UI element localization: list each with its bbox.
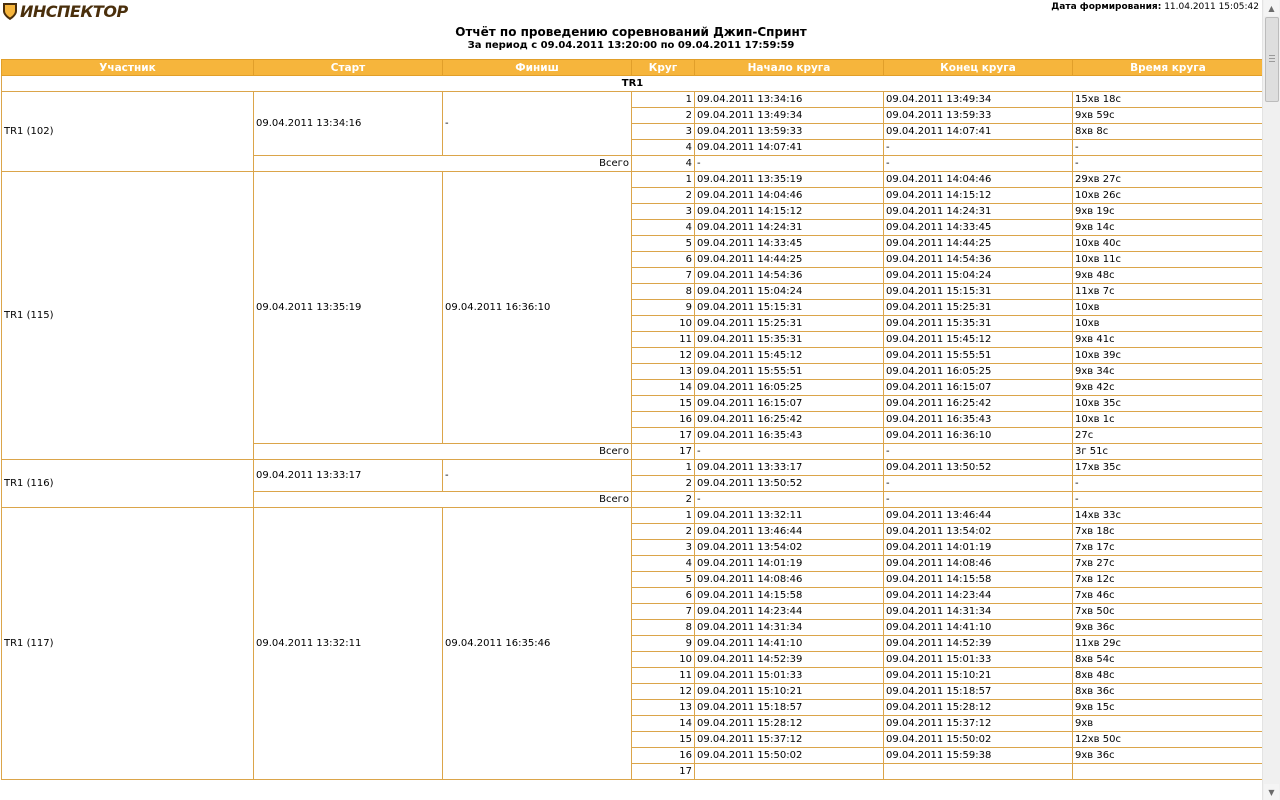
lap-end: 09.04.2011 14:31:34: [884, 604, 1073, 620]
report-table-body: [2, 76, 1264, 780]
lap-number: 11: [632, 332, 695, 348]
lap-end: 09.04.2011 14:54:36: [884, 252, 1073, 268]
participant-start: 09.04.2011 13:33:17: [254, 460, 443, 492]
lap-end: 09.04.2011 15:37:12: [884, 716, 1073, 732]
lap-start: 09.04.2011 15:10:21: [695, 684, 884, 700]
participant-finish: 09.04.2011 16:36:10: [443, 172, 632, 444]
lap-time: 7хв 17с: [1073, 540, 1264, 556]
participant-name: TR1 (102): [2, 92, 254, 172]
page-title: Отчёт по проведению соревнований Джип-Спринт: [455, 25, 807, 39]
lap-time: 10хв: [1073, 316, 1264, 332]
lap-start: 09.04.2011 14:24:31: [695, 220, 884, 236]
lap-number: 2: [632, 108, 695, 124]
lap-start: 09.04.2011 14:23:44: [695, 604, 884, 620]
column-header-start[interactable]: Старт: [254, 60, 443, 76]
lap-end: 09.04.2011 16:36:10: [884, 428, 1073, 444]
lap-end: 09.04.2011 14:52:39: [884, 636, 1073, 652]
report-table-container: [1, 59, 1263, 780]
lap-end: 09.04.2011 14:15:58: [884, 572, 1073, 588]
lap-end: 09.04.2011 15:15:31: [884, 284, 1073, 300]
lap-time: 7хв 18с: [1073, 524, 1264, 540]
lap-number: 6: [632, 588, 695, 604]
total-label: Всего: [254, 492, 632, 508]
participant-start: 09.04.2011 13:32:11: [254, 508, 443, 780]
lap-time: 9хв 36с: [1073, 620, 1264, 636]
column-header-lap-start[interactable]: Начало круга: [695, 60, 884, 76]
lap-number: 6: [632, 252, 695, 268]
report-table: [1, 59, 1264, 780]
lap-end: 09.04.2011 15:10:21: [884, 668, 1073, 684]
total-label: Всего: [254, 156, 632, 172]
lap-start: [695, 764, 884, 780]
lap-time: 11хв 7с: [1073, 284, 1264, 300]
lap-number: 15: [632, 396, 695, 412]
lap-end: 09.04.2011 16:15:07: [884, 380, 1073, 396]
generation-date-label: Дата формирования:: [1051, 2, 1162, 12]
column-header-participant[interactable]: Участник: [2, 60, 254, 76]
total-lap-count: 4: [632, 156, 695, 172]
lap-time: 27с: [1073, 428, 1264, 444]
lap-end: 09.04.2011 14:08:46: [884, 556, 1073, 572]
lap-number: 3: [632, 124, 695, 140]
lap-end: 09.04.2011 14:15:12: [884, 188, 1073, 204]
lap-end: 09.04.2011 15:50:02: [884, 732, 1073, 748]
participant-name: TR1 (116): [2, 460, 254, 508]
lap-start: 09.04.2011 15:01:33: [695, 668, 884, 684]
lap-time: 8хв 36с: [1073, 684, 1264, 700]
lap-start: 09.04.2011 15:45:12: [695, 348, 884, 364]
lap-time: 9хв 34с: [1073, 364, 1264, 380]
lap-start: 09.04.2011 14:33:45: [695, 236, 884, 252]
lap-number: 10: [632, 652, 695, 668]
lap-number: 3: [632, 204, 695, 220]
lap-time: [1073, 764, 1264, 780]
total-lap-end: -: [884, 444, 1073, 460]
logo: [2, 1, 128, 21]
lap-start: 09.04.2011 13:35:19: [695, 172, 884, 188]
lap-time: 14хв 33с: [1073, 508, 1264, 524]
table-header-row: [2, 60, 1264, 76]
participant-start: 09.04.2011 13:35:19: [254, 172, 443, 444]
lap-time: 7хв 46с: [1073, 588, 1264, 604]
lap-number: 17: [632, 764, 695, 780]
lap-time: 9хв 14с: [1073, 220, 1264, 236]
lap-number: 5: [632, 236, 695, 252]
lap-number: 12: [632, 348, 695, 364]
generation-date-value: 11.04.2011 15:05:42: [1164, 2, 1259, 12]
lap-start: 09.04.2011 14:15:58: [695, 588, 884, 604]
participant-name: TR1 (115): [2, 172, 254, 460]
lap-end: 09.04.2011 14:41:10: [884, 620, 1073, 636]
column-header-lap-time[interactable]: Время круга: [1073, 60, 1264, 76]
table-row[interactable]: [2, 92, 1264, 108]
lap-start: 09.04.2011 14:07:41: [695, 140, 884, 156]
total-lap-time: 3г 51с: [1073, 444, 1264, 460]
column-header-finish[interactable]: Финиш: [443, 60, 632, 76]
lap-start: 09.04.2011 14:52:39: [695, 652, 884, 668]
lap-end: 09.04.2011 14:24:31: [884, 204, 1073, 220]
total-lap-time: -: [1073, 156, 1264, 172]
lap-time: 10хв 39с: [1073, 348, 1264, 364]
group-name: TR1: [2, 76, 1264, 92]
lap-end: 09.04.2011 16:25:42: [884, 396, 1073, 412]
lap-number: 1: [632, 172, 695, 188]
lap-end: 09.04.2011 13:59:33: [884, 108, 1073, 124]
lap-number: 9: [632, 636, 695, 652]
lap-start: 09.04.2011 16:35:43: [695, 428, 884, 444]
lap-end: 09.04.2011 15:04:24: [884, 268, 1073, 284]
lap-number: 14: [632, 716, 695, 732]
lap-time: 8хв 48с: [1073, 668, 1264, 684]
lap-end: 09.04.2011 14:33:45: [884, 220, 1073, 236]
lap-end: 09.04.2011 13:54:02: [884, 524, 1073, 540]
lap-start: 09.04.2011 15:18:57: [695, 700, 884, 716]
lap-number: 9: [632, 300, 695, 316]
lap-start: 09.04.2011 15:15:31: [695, 300, 884, 316]
lap-time: 9хв 59с: [1073, 108, 1264, 124]
lap-end: 09.04.2011 14:04:46: [884, 172, 1073, 188]
lap-start: 09.04.2011 15:35:31: [695, 332, 884, 348]
lap-time: 9хв 15с: [1073, 700, 1264, 716]
total-lap-time: -: [1073, 492, 1264, 508]
lap-time: 7хв 12с: [1073, 572, 1264, 588]
lap-start: 09.04.2011 16:25:42: [695, 412, 884, 428]
lap-end: 09.04.2011 15:35:31: [884, 316, 1073, 332]
lap-number: 2: [632, 476, 695, 492]
scroll-up-icon[interactable]: ▲: [1264, 0, 1279, 16]
lap-number: 10: [632, 316, 695, 332]
lap-end: 09.04.2011 13:46:44: [884, 508, 1073, 524]
lap-number: 1: [632, 508, 695, 524]
lap-time: 10хв 40с: [1073, 236, 1264, 252]
lap-number: 14: [632, 380, 695, 396]
total-lap-start: -: [695, 492, 884, 508]
lap-end: 09.04.2011 14:01:19: [884, 540, 1073, 556]
lap-time: 12хв 50с: [1073, 732, 1264, 748]
lap-start: 09.04.2011 13:46:44: [695, 524, 884, 540]
lap-number: 7: [632, 268, 695, 284]
report-period: За период с 09.04.2011 13:20:00 по 09.04.2011 17:59:59: [467, 40, 795, 51]
lap-start: 09.04.2011 13:50:52: [695, 476, 884, 492]
lap-start: 09.04.2011 15:25:31: [695, 316, 884, 332]
lap-number: 1: [632, 92, 695, 108]
participant-start: 09.04.2011 13:34:16: [254, 92, 443, 156]
table-row[interactable]: [2, 508, 1264, 524]
lap-end: 09.04.2011 15:18:57: [884, 684, 1073, 700]
lap-number: 16: [632, 748, 695, 764]
total-lap-start: -: [695, 156, 884, 172]
column-header-lap[interactable]: Круг: [632, 60, 695, 76]
lap-start: 09.04.2011 15:50:02: [695, 748, 884, 764]
lap-start: 09.04.2011 16:15:07: [695, 396, 884, 412]
lap-time: 11хв 29с: [1073, 636, 1264, 652]
lap-time: 17хв 35с: [1073, 460, 1264, 476]
lap-end: 09.04.2011 15:01:33: [884, 652, 1073, 668]
lap-start: 09.04.2011 13:33:17: [695, 460, 884, 476]
lap-end: 09.04.2011 14:23:44: [884, 588, 1073, 604]
lap-number: 7: [632, 604, 695, 620]
lap-number: 3: [632, 540, 695, 556]
lap-end: 09.04.2011 15:25:31: [884, 300, 1073, 316]
lap-time: 9хв 48с: [1073, 268, 1264, 284]
lap-start: 09.04.2011 14:01:19: [695, 556, 884, 572]
lap-number: 2: [632, 188, 695, 204]
lap-number: 15: [632, 732, 695, 748]
lap-time: 7хв 27с: [1073, 556, 1264, 572]
total-lap-count: 2: [632, 492, 695, 508]
lap-start: 09.04.2011 15:55:51: [695, 364, 884, 380]
lap-time: 9хв 36с: [1073, 748, 1264, 764]
lap-time: -: [1073, 140, 1264, 156]
lap-number: 2: [632, 524, 695, 540]
group-row: [2, 76, 1264, 92]
lap-end: 09.04.2011 15:55:51: [884, 348, 1073, 364]
lap-number: 17: [632, 428, 695, 444]
lap-start: 09.04.2011 13:32:11: [695, 508, 884, 524]
lap-start: 09.04.2011 13:54:02: [695, 540, 884, 556]
lap-end: 09.04.2011 14:07:41: [884, 124, 1073, 140]
lap-number: 12: [632, 684, 695, 700]
lap-number: 1: [632, 460, 695, 476]
lap-time: 7хв 50с: [1073, 604, 1264, 620]
scroll-thumb[interactable]: [1265, 17, 1279, 102]
lap-number: 4: [632, 220, 695, 236]
lap-start: 09.04.2011 14:41:10: [695, 636, 884, 652]
lap-number: 11: [632, 668, 695, 684]
lap-start: 09.04.2011 14:08:46: [695, 572, 884, 588]
lap-time: -: [1073, 476, 1264, 492]
total-lap-end: -: [884, 156, 1073, 172]
lap-time: 15хв 18с: [1073, 92, 1264, 108]
lap-time: 9хв 42с: [1073, 380, 1264, 396]
lap-end: 09.04.2011 13:50:52: [884, 460, 1073, 476]
lap-end: -: [884, 140, 1073, 156]
lap-start: 09.04.2011 15:37:12: [695, 732, 884, 748]
lap-time: 8хв 54с: [1073, 652, 1264, 668]
lap-number: 4: [632, 556, 695, 572]
vertical-scrollbar[interactable]: [1262, 0, 1280, 800]
lap-end: 09.04.2011 16:05:25: [884, 364, 1073, 380]
lap-start: 09.04.2011 13:49:34: [695, 108, 884, 124]
participant-finish: -: [443, 460, 632, 492]
lap-start: 09.04.2011 13:59:33: [695, 124, 884, 140]
lap-number: 5: [632, 572, 695, 588]
lap-number: 13: [632, 700, 695, 716]
lap-time: 29хв 27с: [1073, 172, 1264, 188]
lap-number: 4: [632, 140, 695, 156]
lap-end: 09.04.2011 16:35:43: [884, 412, 1073, 428]
column-header-lap-end[interactable]: Конец круга: [884, 60, 1073, 76]
lap-start: 09.04.2011 16:05:25: [695, 380, 884, 396]
total-lap-end: -: [884, 492, 1073, 508]
lap-end: 09.04.2011 15:59:38: [884, 748, 1073, 764]
generation-date: [1051, 2, 1259, 12]
lap-time: 8хв 8с: [1073, 124, 1264, 140]
lap-start: 09.04.2011 14:44:25: [695, 252, 884, 268]
lap-end: 09.04.2011 13:49:34: [884, 92, 1073, 108]
shield-icon: [2, 2, 18, 21]
lap-time: 9хв 19с: [1073, 204, 1264, 220]
lap-end: -: [884, 476, 1073, 492]
participant-finish: -: [443, 92, 632, 156]
lap-start: 09.04.2011 14:31:34: [695, 620, 884, 636]
lap-start: 09.04.2011 15:28:12: [695, 716, 884, 732]
lap-end: 09.04.2011 15:45:12: [884, 332, 1073, 348]
lap-time: 9хв 41с: [1073, 332, 1264, 348]
lap-time: 10хв 11с: [1073, 252, 1264, 268]
participant-finish: 09.04.2011 16:35:46: [443, 508, 632, 780]
lap-time: 10хв 26с: [1073, 188, 1264, 204]
lap-start: 09.04.2011 14:15:12: [695, 204, 884, 220]
logo-text: ИНСПЕКТОР: [20, 1, 128, 21]
lap-start: 09.04.2011 15:04:24: [695, 284, 884, 300]
scroll-down-icon[interactable]: ▼: [1264, 784, 1279, 800]
total-label: Всего: [254, 444, 632, 460]
lap-end: 09.04.2011 15:28:12: [884, 700, 1073, 716]
lap-time: 10хв 35с: [1073, 396, 1264, 412]
lap-start: 09.04.2011 13:34:16: [695, 92, 884, 108]
table-row[interactable]: [2, 172, 1264, 188]
lap-time: 10хв: [1073, 300, 1264, 316]
lap-number: 16: [632, 412, 695, 428]
lap-number: 8: [632, 284, 695, 300]
lap-time: 10хв 1с: [1073, 412, 1264, 428]
lap-number: 8: [632, 620, 695, 636]
lap-start: 09.04.2011 14:54:36: [695, 268, 884, 284]
lap-end: [884, 764, 1073, 780]
lap-number: 13: [632, 364, 695, 380]
lap-time: 9хв: [1073, 716, 1264, 732]
lap-start: 09.04.2011 14:04:46: [695, 188, 884, 204]
total-lap-start: -: [695, 444, 884, 460]
table-row[interactable]: [2, 460, 1264, 476]
participant-name: TR1 (117): [2, 508, 254, 780]
total-lap-count: 17: [632, 444, 695, 460]
lap-end: 09.04.2011 14:44:25: [884, 236, 1073, 252]
